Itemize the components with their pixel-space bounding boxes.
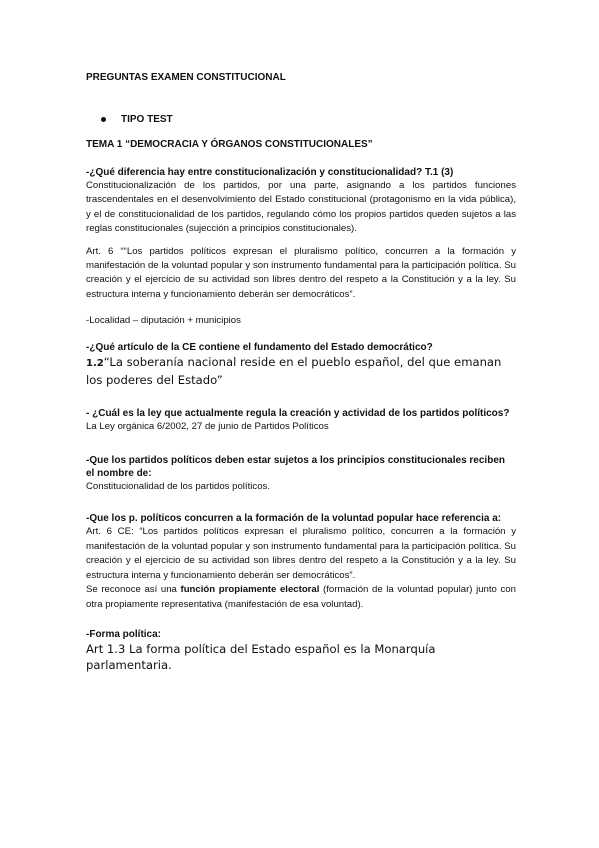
answer-1-article: Art. 6 ““Los partidos políticos expresan el pluralismo político, concurren a la formación y manifestación de la voluntad popular y son instrumento fundamental para la participación política. Su creación y el ejercicio de su actividad son libres dentro del respeto a la Constitución y a la ley. Su estructura interna y funcionamiento deberán ser democráticos”. (86, 245, 516, 300)
question-6: -Forma política: (86, 628, 162, 640)
answer-6: Art 1.3 La forma política del Estado español es la Monarquía parlamentaria. (86, 641, 436, 673)
answer-5-extra-pre: Se reconoce así una (86, 584, 181, 596)
answer-5-extra-post: (formación de la voluntad popular) junto con otra propiamente representativa (manifestación de esa voluntad). (86, 584, 516, 610)
document-title: PREGUNTAS EXAMEN CONSTITUCIONAL (86, 72, 286, 83)
answer-4: Constitucionalidad de los partidos políticos. (86, 481, 270, 493)
bullet-item (86, 114, 516, 125)
answer-2-text: “La soberanía nacional reside en el pueblo español, del que emanan los poderes del Estado” (86, 354, 502, 388)
answer-5-extra (86, 583, 516, 612)
question-3: - ¿Cuál es la ley que actualmente regula la creación y actividad de los partidos políticos? (86, 407, 510, 419)
answer-1: Constitucionalización de los partidos, por una parte, asignando a los partidos funciones trascendentales en el desenvolvimiento del Estado constitucional (protagonismo en la vida pública), y el de constitucionalidad de los partidos, regulando cómo los propios partidos queden sujetos a las reglas constitucionales (sujección a principios constitucionales). (86, 180, 516, 235)
question-2: -¿Qué artículo de la CE contiene el fundamento del Estado democrático? (86, 341, 433, 353)
document-content (86, 72, 516, 674)
answer-5: Art. 6 CE: “Los partidos políticos expresan el pluralismo político, concurren a la formación y manifestación de la voluntad popular y son instrumento fundamental para la participación política. Su creación y el ejercicio de su actividad son libres dentro del respeto a la Constitución y a la ley. Su estructura interna y funcionamiento deberán ser democráticos”. (86, 526, 516, 581)
answer-2-number: 1.2 (86, 357, 104, 369)
question-5: -Que los p. políticos concurren a la formación de la voluntad popular hace referencia a: (86, 513, 502, 525)
answer-5-extra-bold: función propiamente electoral (180, 584, 320, 596)
answer-2 (86, 354, 516, 389)
bullet-icon (101, 117, 106, 122)
answer-3: La Ley orgánica 6/2002, 27 de junio de Partidos Políticos (86, 420, 329, 432)
section-heading: TEMA 1 “DEMOCRACIA Y ÓRGANOS CONSTITUCIONALES” (86, 139, 373, 150)
question-1: -¿Qué diferencia hay entre constitucionalización y constitucionalidad? T.1 (3) (86, 167, 454, 178)
bullet-label: TIPO TEST (121, 114, 173, 125)
answer-1-note: -Localidad – diputación + municipios (86, 315, 241, 327)
question-4: -Que los partidos políticos deben estar sujetos a los principios constitucionales reciben el nombre de: (86, 455, 505, 480)
